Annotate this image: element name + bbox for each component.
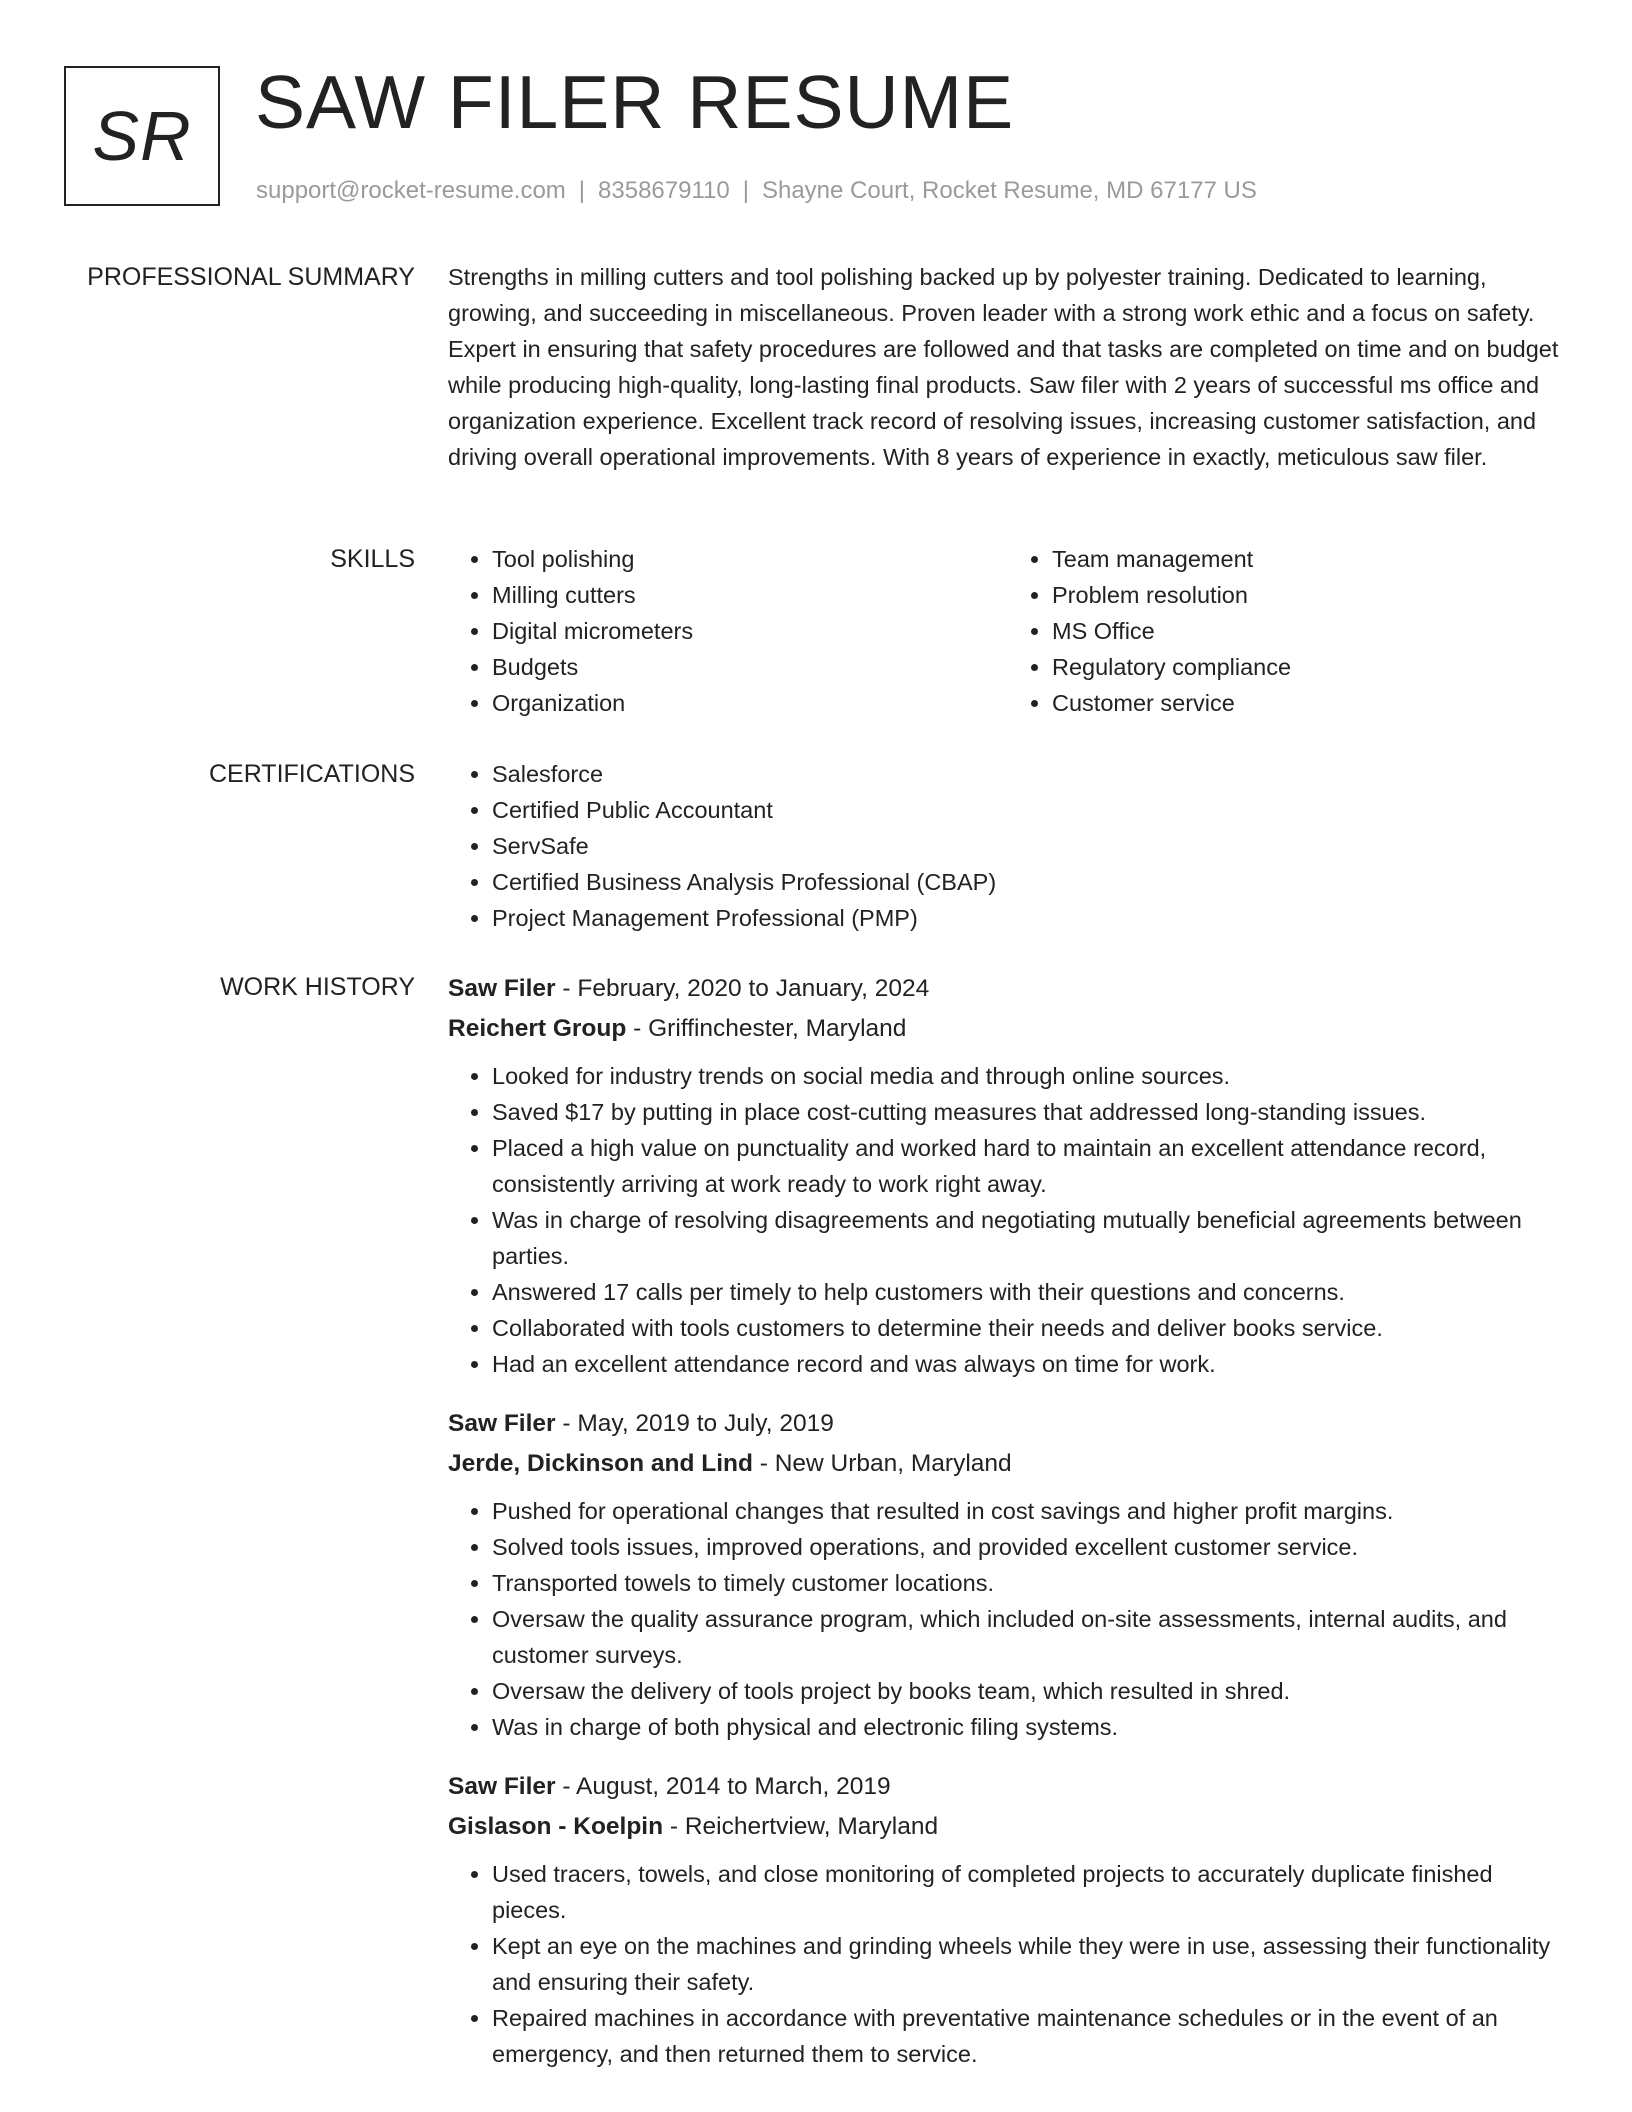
job-entry	[448, 1404, 1568, 1745]
job-duty: • Collaborated with tools customers to determine their needs and deliver books service.	[492, 1310, 1568, 1346]
job-duty: • Kept an eye on the machines and grinding wheels while they were in use, assessing their functionality and ensuring their safety.	[492, 1928, 1568, 2000]
contact-separator: |	[578, 177, 586, 204]
job-duty: • Repaired machines in accordance with preventative maintenance schedules or in the event of an emergency, and then returned them to service.	[492, 2000, 1568, 2072]
job-duty: • Looked for industry trends on social media and through online sources.	[492, 1058, 1568, 1094]
job-duty: • Answered 17 calls per timely to help customers with their questions and concerns.	[492, 1274, 1568, 1310]
contact-line	[256, 174, 1257, 208]
job-title: Saw Filer	[448, 1410, 556, 1437]
job-title: Saw Filer	[448, 975, 556, 1002]
contact-separator: |	[742, 177, 749, 204]
certification-item: • Project Management Professional (PMP)	[492, 900, 1568, 936]
job-duty: • Transported towels to timely customer locations.	[492, 1565, 1568, 1601]
work-heading: WORK HISTORY	[220, 973, 415, 1001]
job-dates: - May, 2019 to July, 2019	[555, 1410, 834, 1437]
job-entry	[448, 1767, 1568, 2072]
skill-item: • Budgets	[492, 649, 1008, 685]
skill-item: • Team management	[1052, 541, 1568, 577]
job-company: Jerde, Dickinson and Lind	[448, 1450, 753, 1477]
skill-item: • Tool polishing	[492, 541, 1008, 577]
contact-address: Shayne Court, Rocket Resume, MD 67177 US	[761, 177, 1257, 204]
work-body	[448, 969, 1568, 2094]
job-duty: • Used tracers, towels, and close monitoring of completed projects to accurately duplicate finished pieces.	[492, 1856, 1568, 1928]
job-duty: • Oversaw the delivery of tools project by books team, which resulted in shred.	[492, 1673, 1568, 1709]
job-duty: • Solved tools issues, improved operations, and provided excellent customer service.	[492, 1529, 1568, 1565]
job-duty: • Was in charge of resolving disagreements and negotiating mutually beneficial agreements between parties.	[492, 1202, 1568, 1274]
certifications-heading: CERTIFICATIONS	[208, 760, 415, 788]
job-location: - Griffinchester, Maryland	[626, 1015, 907, 1042]
job-title-line	[448, 1767, 1568, 1807]
job-location: - Reichertview, Maryland	[663, 1813, 939, 1840]
contact-phone: 8358679110	[598, 177, 730, 204]
job-company: Reichert Group	[448, 1015, 627, 1042]
skills-body	[448, 541, 1568, 721]
skill-item: • Problem resolution	[1052, 577, 1568, 613]
job-dates: - August, 2014 to March, 2019	[555, 1773, 891, 1800]
skill-item: • MS Office	[1052, 613, 1568, 649]
job-duty: • Oversaw the quality assurance program, which included on-site assessments, internal audits, and customer surveys.	[492, 1601, 1568, 1673]
certification-item: • Certified Public Accountant	[492, 792, 1568, 828]
job-company-line	[448, 1807, 1568, 1847]
job-duties	[448, 1856, 1568, 2072]
certification-item: • Certified Business Analysis Professional (CBAP)	[492, 864, 1568, 900]
job-company-line	[448, 1009, 1568, 1049]
skill-item: • Milling cutters	[492, 577, 1008, 613]
certifications-body	[448, 756, 1568, 936]
job-duty: • Saved $17 by putting in place cost-cutting measures that addressed long-standing issues.	[492, 1094, 1568, 1130]
skill-item: • Regulatory compliance	[1052, 649, 1568, 685]
job-company-line	[448, 1444, 1568, 1484]
job-duties	[448, 1493, 1568, 1745]
skills-heading: SKILLS	[330, 545, 415, 573]
skill-item: • Customer service	[1052, 685, 1568, 721]
job-location: - New Urban, Maryland	[752, 1450, 1012, 1477]
skills-list-left	[448, 541, 1008, 721]
job-entry	[448, 969, 1568, 1382]
certification-item: • ServSafe	[492, 828, 1568, 864]
summary-body	[448, 259, 1568, 475]
job-title-line	[448, 969, 1568, 1009]
job-company: Gislason - Koelpin	[448, 1813, 664, 1840]
job-duty: • Had an excellent attendance record and was always on time for work.	[492, 1346, 1568, 1382]
monogram-logo: SR	[64, 66, 220, 206]
summary-heading: PROFESSIONAL SUMMARY	[87, 263, 415, 291]
job-duties	[448, 1058, 1568, 1382]
job-duty: • Was in charge of both physical and electronic filing systems.	[492, 1709, 1568, 1745]
resume-title: SAW FILER RESUME	[255, 60, 1015, 144]
job-duty: • Placed a high value on punctuality and worked hard to maintain an excellent attendance record, consistently arriving at work ready to work right away.	[492, 1130, 1568, 1202]
skills-list-right	[1008, 541, 1568, 721]
summary-text: Strengths in milling cutters and tool polishing backed up by polyester training. Dedicated to learning, growing, and succeeding in miscellaneous. Proven leader with a strong work ethic and a focus on safety. Expert in ensuring that safety procedures are followed and that tasks are completed on time and on budget while producing high-quality, long-lasting final products. Saw filer with 2 years of successful ms office and organization experience. Excellent track record of resolving issues, increasing customer satisfaction, and driving overall operational improvements. With 8 years of experience in exactly, meticulous saw filer.	[448, 264, 1559, 470]
job-dates: - February, 2020 to January, 2024	[555, 975, 930, 1002]
skill-item: • Digital micrometers	[492, 613, 1008, 649]
job-title-line	[448, 1404, 1568, 1444]
job-title: Saw Filer	[448, 1773, 556, 1800]
skill-item: • Organization	[492, 685, 1008, 721]
contact-email: support@rocket-resume.com	[256, 177, 566, 204]
job-duty: • Pushed for operational changes that resulted in cost savings and higher profit margins.	[492, 1493, 1568, 1529]
certification-item: • Salesforce	[492, 756, 1568, 792]
certifications-list	[448, 756, 1568, 936]
